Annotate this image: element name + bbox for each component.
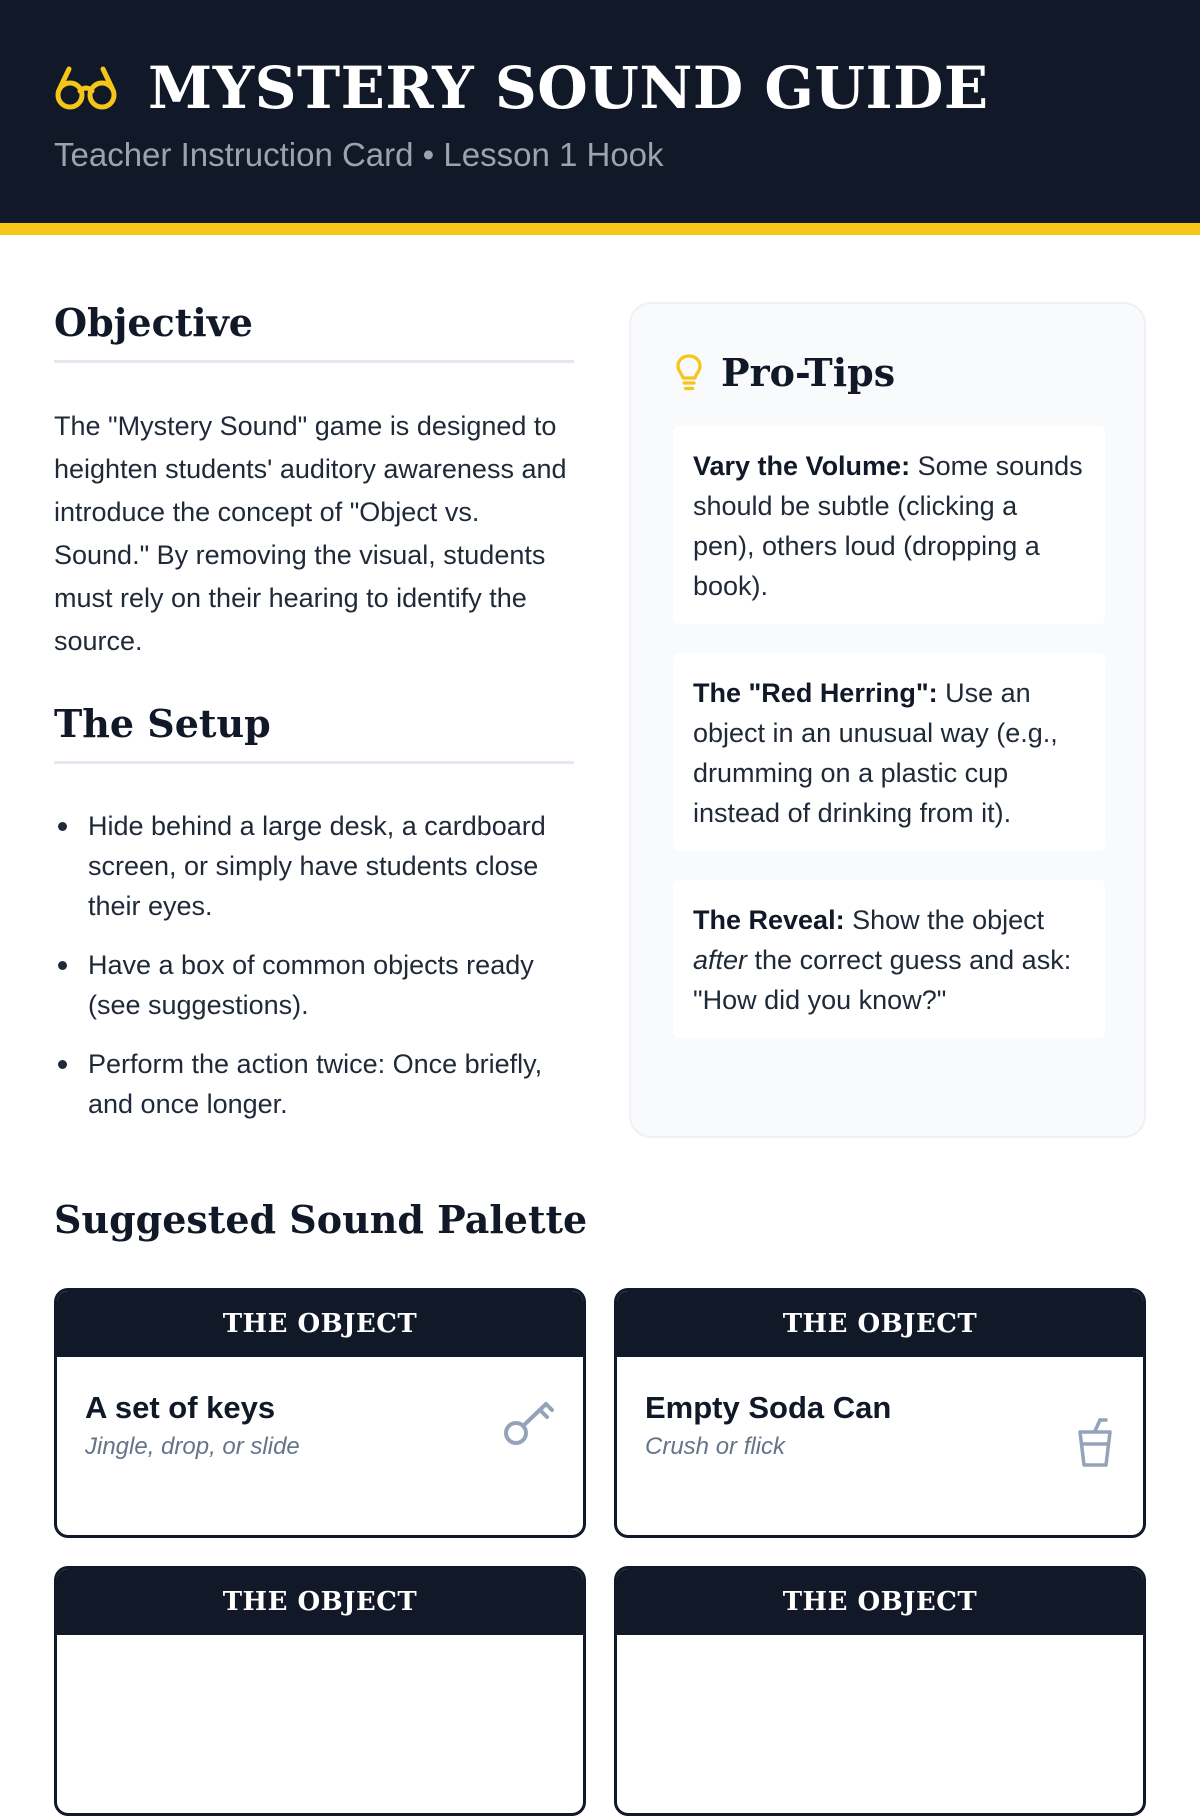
- object-name: A set of keys: [85, 1390, 276, 1425]
- object-card: [54, 1566, 586, 1816]
- tip-text: the correct guess and ask: "How did you know?": [693, 945, 1072, 1015]
- bullet-icon: [58, 1060, 67, 1069]
- tip-text: Use an object in an unusual way (e.g., drumming on a plastic cup instead of drinking from it).: [693, 678, 1058, 828]
- objective-heading: Objective: [54, 300, 574, 363]
- tip-text: Some sounds should be subtle (clicking a pen), others loud (dropping a book).: [693, 451, 1083, 601]
- objective-text: The "Mystery Sound" game is designed to heighten students' auditory awareness and introduce the concept of "Object vs. Sound." By removing the visual, students must rely on their hearing to identify the source.: [54, 411, 567, 656]
- key-icon: [503, 1395, 555, 1447]
- tips-heading: Pro-Tips: [721, 350, 896, 395]
- tip-card: [673, 653, 1105, 851]
- setup-item-text: Perform the action twice: Once briefly, and once longer.: [88, 1049, 543, 1119]
- card-header: THE OBJECT: [617, 1569, 1143, 1635]
- object-action: Jingle, drop, or slide: [85, 1433, 300, 1460]
- card-header: THE OBJECT: [57, 1291, 583, 1357]
- tips-title-row: [675, 350, 895, 396]
- bullet-icon: [58, 822, 67, 831]
- setup-item-text: Hide behind a large desk, a cardboard screen, or simply have students close their eyes.: [88, 811, 546, 921]
- page-subtitle: Teacher Instruction Card • Lesson 1 Hook: [54, 136, 664, 173]
- setup-list: [54, 806, 574, 1124]
- list-item: [54, 806, 574, 926]
- title-row: [54, 56, 989, 120]
- palette-heading: Suggested Sound Palette: [54, 1197, 588, 1242]
- left-column: [54, 300, 574, 1143]
- object-card: [614, 1566, 1146, 1816]
- object-name: Empty Soda Can: [645, 1390, 892, 1425]
- tip-label: Vary the Volume:: [693, 451, 911, 481]
- tip-label: The Reveal:: [693, 905, 845, 935]
- list-item: [54, 1044, 574, 1124]
- tip-card: [673, 880, 1105, 1038]
- card-body: [57, 1357, 583, 1463]
- tip-card: [673, 426, 1105, 624]
- cup-icon: [1075, 1417, 1115, 1469]
- card-header: THE OBJECT: [617, 1291, 1143, 1357]
- bullet-icon: [58, 961, 67, 970]
- lightbulb-icon: [675, 353, 703, 393]
- glasses-icon: [54, 64, 118, 112]
- header: [0, 0, 1200, 235]
- page-title: MYSTERY SOUND GUIDE: [148, 54, 989, 122]
- setup-heading: The Setup: [54, 701, 574, 764]
- tip-label: The "Red Herring":: [693, 678, 938, 708]
- object-action: Crush or flick: [645, 1433, 786, 1460]
- setup-item-text: Have a box of common objects ready (see suggestions).: [88, 950, 534, 1020]
- card-header: THE OBJECT: [57, 1569, 583, 1635]
- object-card: [614, 1288, 1146, 1538]
- card-body: [617, 1357, 1143, 1463]
- object-card: [54, 1288, 586, 1538]
- tip-emphasis: after: [693, 945, 748, 975]
- pro-tips-panel: [629, 302, 1146, 1138]
- tip-text: Show the object: [844, 905, 1045, 935]
- list-item: [54, 945, 574, 1025]
